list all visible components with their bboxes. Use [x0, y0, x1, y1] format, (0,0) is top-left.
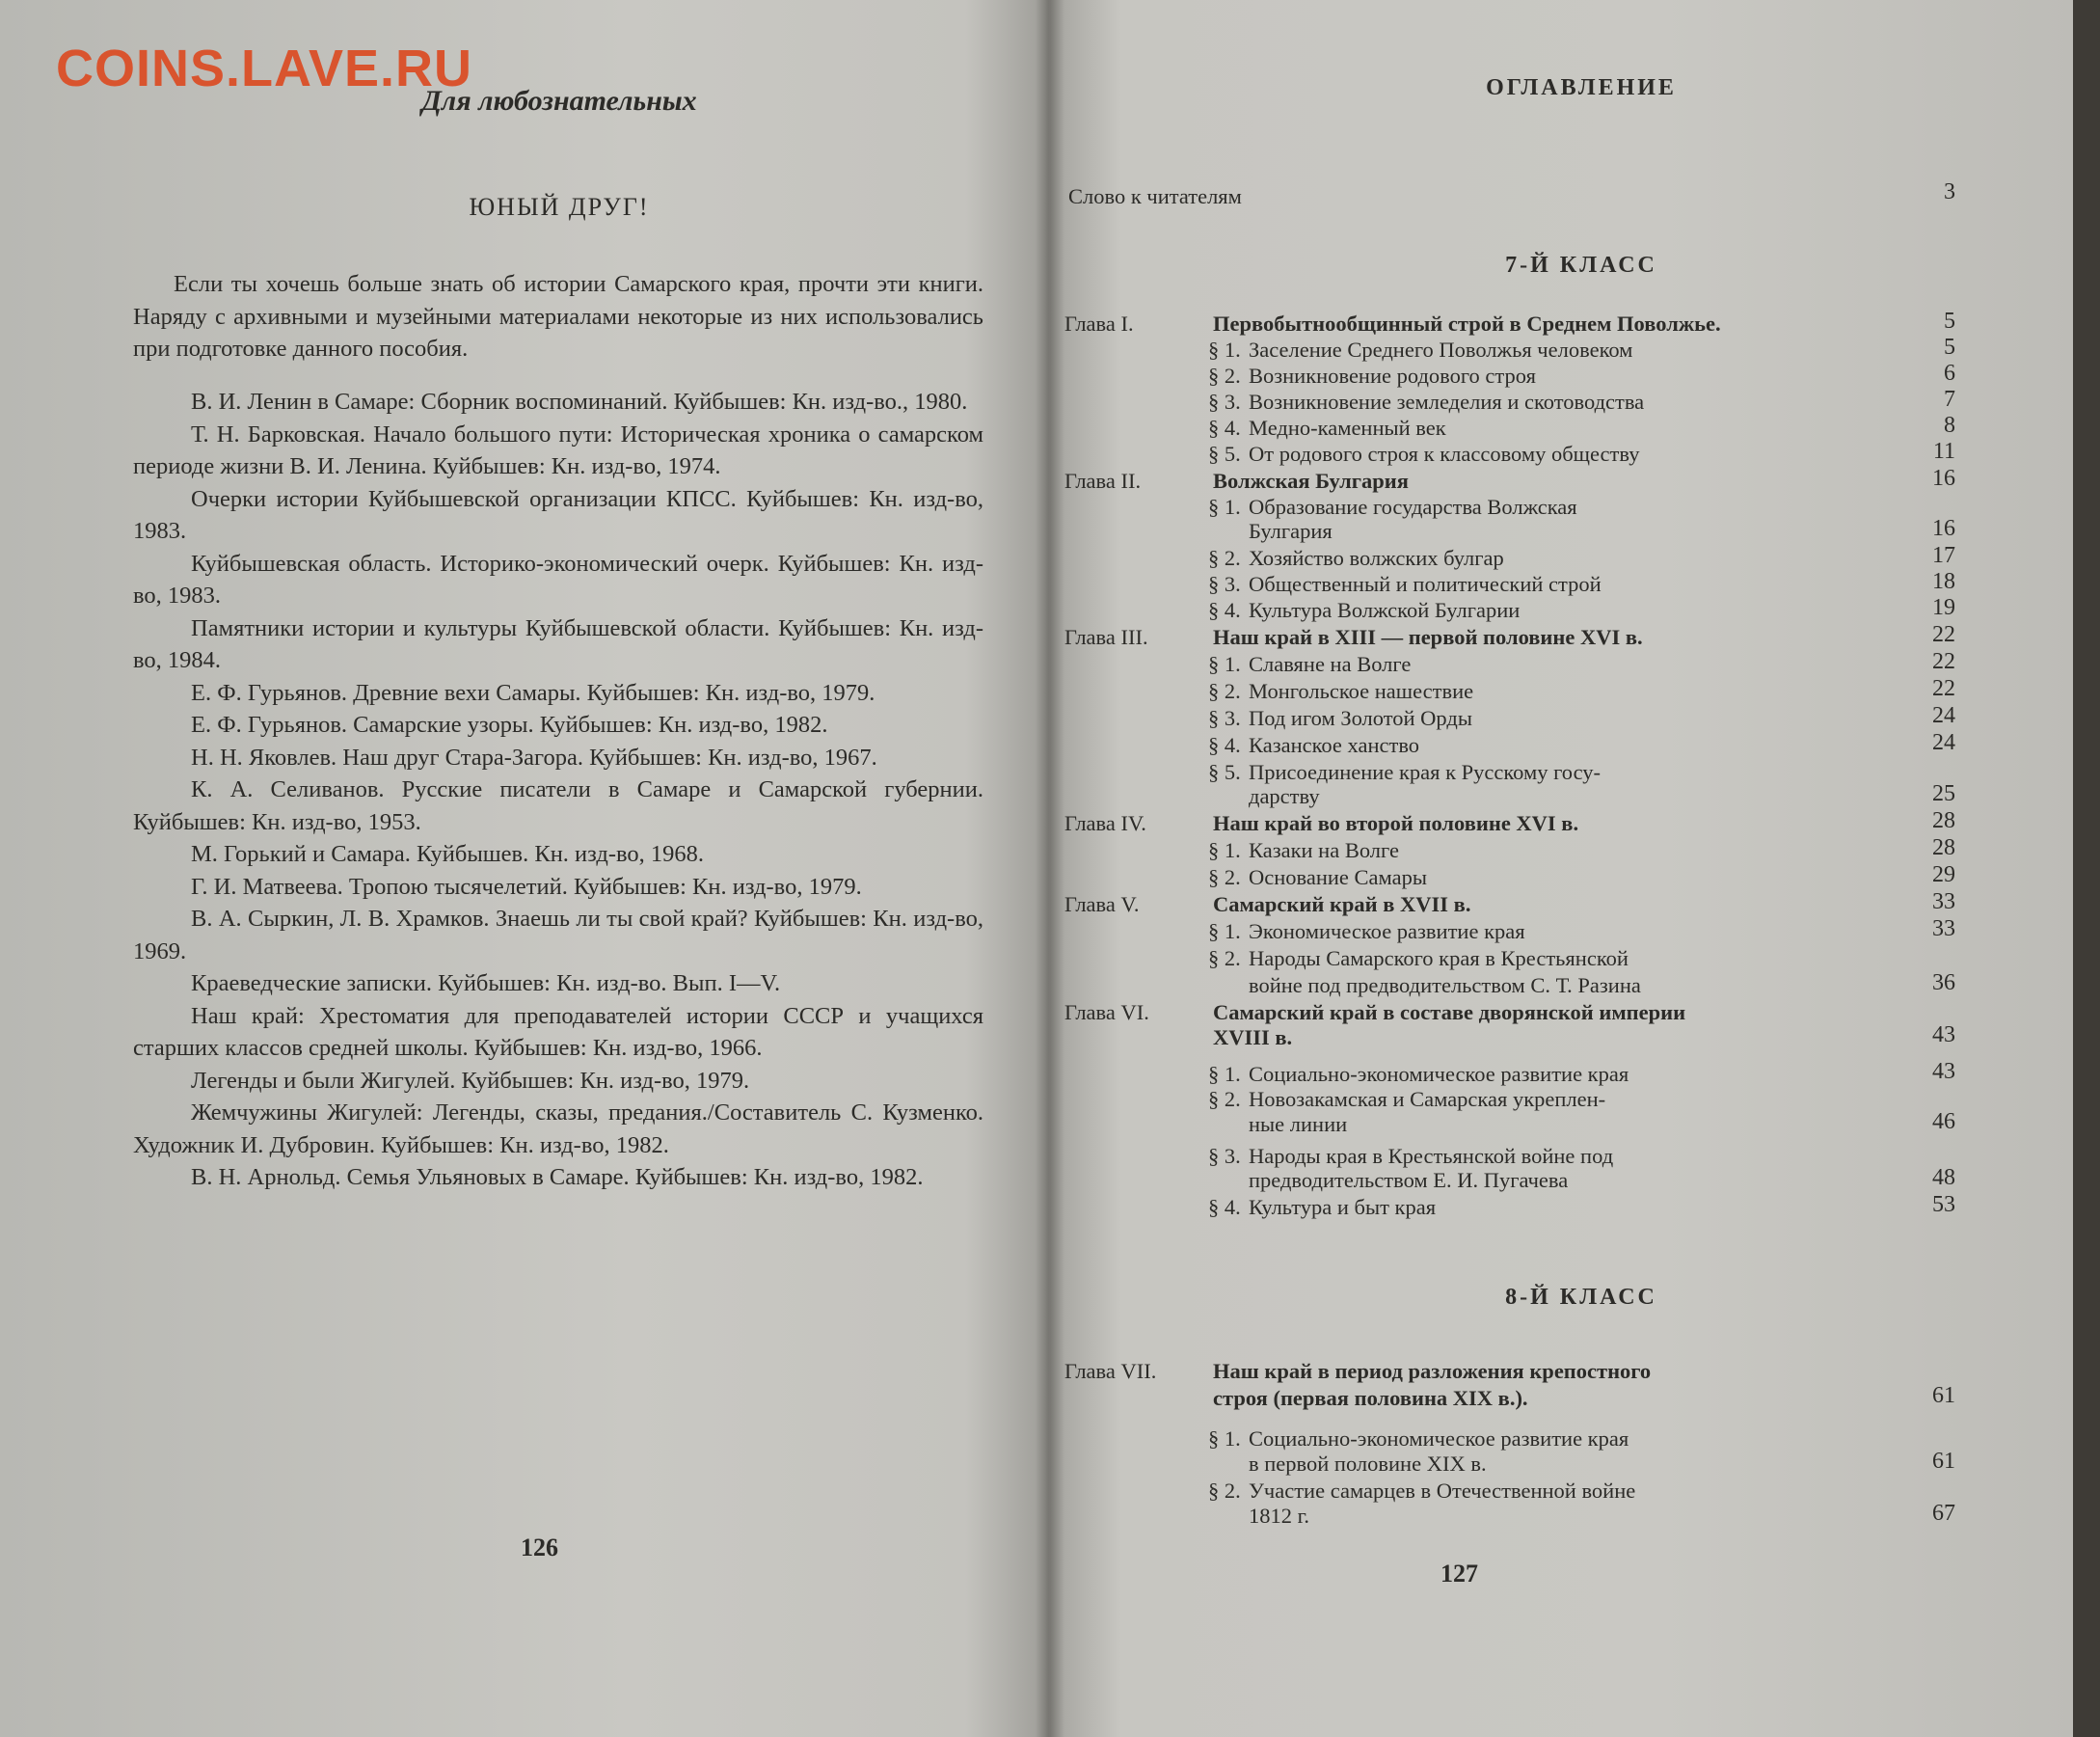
toc-section-title: Культура и быт края — [1249, 1195, 1437, 1219]
toc-section-label: § 2. — [1208, 1087, 1241, 1111]
toc-chapter-title: Самарский край в составе дворянской империи — [1213, 1000, 1686, 1024]
bibliography-entry: Е. Ф. Гурьянов. Самарские узоры. Куйбышев: Кн. изд-во, 1982. — [191, 712, 828, 738]
bibliography-entry: В. А. Сыркин, Л. В. Храмков. Знаешь ли ты свой край? Куйбышев: Кн. изд-во, 1969. — [133, 906, 983, 964]
toc-section-label: § 4. — [1208, 1195, 1241, 1219]
toc-section-title: Экономическое развитие края — [1249, 919, 1525, 943]
toc-chapter-title: Наш край в XIII — первой половине XVI в. — [1213, 625, 1643, 649]
page-number-right: 127 — [1440, 1560, 1478, 1588]
toc-section-title: 1812 г. — [1249, 1504, 1309, 1528]
watermark: COINS.LAVE.RU — [56, 40, 473, 97]
bibliography-entry: К. А. Селиванов. Русские писатели в Самаре и Самарской губернии. Куйбышев: Кн. изд-во, 1953. — [133, 776, 983, 835]
bibliography-entry: Куйбышевская область. Историко-экономический очерк. Куйбышев: Кн. изд-во, 1983. — [133, 550, 983, 609]
bibliography-entry: Памятники истории и культуры Куйбышевской области. Куйбышев: Кн. изд-во, 1984. — [133, 614, 983, 673]
bibliography-entry: Жемчужины Жигулей: Легенды, сказы, предания./Составитель С. Кузменко. Художник И. Дубровин. Куйбышев: Кн. изд-во, 1982. — [133, 1099, 983, 1158]
toc-chapter-title: Волжская Булгария — [1213, 469, 1409, 493]
left-page-subheading: ЮНЫЙ ДРУГ! — [469, 193, 650, 221]
toc-section-label: § 2. — [1208, 364, 1241, 388]
toc-section-title: Монгольское нашествие — [1249, 679, 1474, 703]
toc-section-label: § 1. — [1208, 1062, 1241, 1086]
toc-section-label: § 2. — [1208, 1479, 1241, 1503]
bibliography-entry: М. Горький и Самара. Куйбышев. Кн. изд-во, 1968. — [191, 841, 705, 867]
intro-paragraph: Если ты хочешь больше знать об истории Самарского края, прочти эти книги. Наряду с архивными и музейными материалами некоторые из них использовались при подготовке данного пособия. — [133, 271, 983, 362]
toc-section-title: Социально-экономическое развитие края — [1249, 1062, 1629, 1086]
toc-section-label: § 1. — [1208, 495, 1241, 519]
toc-chapter-title: Самарский край в XVII в. — [1213, 892, 1471, 916]
toc-section-title: Присоединение края к Русскому госу- — [1249, 760, 1602, 784]
toc-chapter-label: Глава III. — [1064, 625, 1148, 649]
toc-section-title: Народы края в Крестьянской войне под — [1249, 1144, 1614, 1168]
toc-chapter-title: Первобытнообщинный строй в Среднем Поволжье. — [1213, 312, 1721, 336]
bibliography-entry: В. И. Ленин в Самаре: Сборник воспоминаний. Куйбышев: Кн. изд-во., 1980. — [191, 389, 968, 415]
toc-section-title: Общественный и политический строй — [1249, 572, 1602, 596]
toc-page-number: 29 — [1932, 862, 1955, 887]
toc-chapter-label: Глава IV. — [1064, 811, 1146, 835]
toc-section-label: § 1. — [1208, 1426, 1241, 1451]
toc-section-title: От родового строя к классовому обществу — [1249, 442, 1640, 466]
toc-page-number: 17 — [1932, 543, 1955, 568]
toc-page-number: 48 — [1932, 1165, 1955, 1190]
toc-section-title: Социально-экономическое развитие края — [1249, 1426, 1629, 1451]
page-number-left: 126 — [521, 1533, 558, 1561]
toc-section-title: войне под предводительством С. Т. Разина — [1249, 973, 1641, 997]
toc-heading: ОГЛАВЛЕНИЕ — [1486, 75, 1677, 100]
toc-section-title: Славяне на Волге — [1249, 652, 1412, 676]
toc-page-number: 22 — [1932, 622, 1955, 647]
bibliography-entry: Т. Н. Барковская. Начало большого пути: Историческая хроника о самарском периоде жизни В. И. Ленина. Куйбышев: Кн. изд-во, 1974. — [133, 421, 983, 479]
toc-page-number: 67 — [1932, 1501, 1955, 1526]
toc-page-number: 5 — [1944, 309, 1955, 334]
bibliography-entry: Очерки истории Куйбышевской организации КПСС. Куйбышев: Кн. изд-во, 1983. — [133, 485, 983, 544]
toc-page-number: 24 — [1932, 703, 1955, 728]
toc-chapter-title: Наш край во второй половине XVI в. — [1213, 811, 1579, 835]
toc-section-label: § 3. — [1208, 1144, 1241, 1168]
toc-section-label: § 5. — [1208, 442, 1241, 466]
toc-preface-title: Слово к читателям — [1068, 184, 1242, 208]
bibliography-list — [133, 386, 983, 1194]
toc-page-number: 25 — [1932, 781, 1955, 806]
toc-section-title: Новозакамская и Самарская укреплен- — [1249, 1087, 1606, 1111]
toc-page-number: 6 — [1944, 361, 1955, 386]
toc-section-title: ные линии — [1249, 1112, 1348, 1136]
bibliography-entry: Наш край: Хрестоматия для преподавателей истории СССР и учащихся старших классов средней школы. Куйбышев: Кн. изд-во, 1966. — [133, 1002, 983, 1061]
toc-section-label: § 1. — [1208, 838, 1241, 862]
toc-page-number: 5 — [1944, 335, 1955, 360]
toc-chapter-label: Глава VI. — [1064, 1000, 1149, 1024]
grade-7-heading: 7-Й КЛАСС — [1505, 253, 1657, 278]
bibliography-entry: Н. Н. Яковлев. Наш друг Стара-Загора. Куйбышев: Кн. изд-во, 1967. — [191, 744, 877, 771]
toc-section-title: дарству — [1249, 784, 1320, 808]
toc-page-number: 18 — [1932, 569, 1955, 594]
toc-section-title: Участие самарцев в Отечественной войне — [1249, 1479, 1636, 1503]
toc-section-label: § 4. — [1208, 733, 1241, 757]
toc-page-number: 7 — [1944, 387, 1955, 412]
toc-page-number: 28 — [1932, 835, 1955, 860]
grade-8-heading: 8-Й КЛАСС — [1505, 1285, 1657, 1310]
toc-page-number: 16 — [1932, 466, 1955, 491]
toc-section-title: Хозяйство волжских булгар — [1249, 546, 1504, 570]
toc-chapter-label: Глава I. — [1064, 312, 1134, 336]
bibliography-entry: В. Н. Арнольд. Семья Ульяновых в Самаре. Куйбышев: Кн. изд-во, 1982. — [191, 1164, 924, 1190]
toc-chapter-label: Глава II. — [1064, 469, 1142, 493]
toc-section-label: § 2. — [1208, 546, 1241, 570]
toc-page-number: 16 — [1932, 516, 1955, 541]
bibliography-entry: Краеведческие записки. Куйбышев: Кн. изд-во. Вып. I—V. — [191, 970, 781, 996]
toc-chapter-title: XVIII в. — [1213, 1025, 1293, 1049]
toc-page-number: 43 — [1932, 1022, 1955, 1047]
toc-section-label: § 3. — [1208, 706, 1241, 730]
toc-section-label: § 4. — [1208, 598, 1241, 622]
toc-page-number: 22 — [1932, 676, 1955, 701]
toc-page-number: 28 — [1932, 808, 1955, 833]
toc-section-title: Булгария — [1249, 519, 1333, 543]
toc-section-title: предводительством Е. И. Пугачева — [1249, 1168, 1569, 1192]
bibliography-entry: Легенды и были Жигулей. Куйбышев: Кн. изд-во, 1979. — [191, 1067, 750, 1094]
bibliography-entry: Е. Ф. Гурьянов. Древние вехи Самары. Куйбышев: Кн. изд-во, 1979. — [191, 679, 875, 706]
toc-page-number: 36 — [1932, 970, 1955, 995]
toc-section-title: Основание Самары — [1249, 865, 1427, 889]
toc-section-label: § 1. — [1208, 919, 1241, 943]
toc-chapter-title: строя (первая половина XIX в.). — [1213, 1386, 1528, 1410]
toc-section-label: § 2. — [1208, 865, 1241, 889]
toc-page-number: 61 — [1932, 1449, 1955, 1474]
toc-section-title: Возникновение родового строя — [1249, 364, 1536, 388]
toc-page-number: 53 — [1932, 1192, 1955, 1217]
toc-chapter-label: Глава VII. — [1064, 1359, 1157, 1383]
toc-page-number: 61 — [1932, 1383, 1955, 1408]
toc-section-title: Казанское ханство — [1249, 733, 1420, 757]
toc-section-title: Культура Волжской Булгарии — [1249, 598, 1521, 622]
toc-section-label: § 3. — [1208, 572, 1241, 596]
toc-chapter-label: Глава V. — [1064, 892, 1140, 916]
toc-page-number: 11 — [1932, 439, 1955, 464]
bibliography-entry: Г. И. Матвеева. Тропою тысячелетий. Куйбышев: Кн. изд-во, 1979. — [191, 873, 862, 900]
toc-page-number: 19 — [1932, 595, 1955, 620]
toc-page-number: 22 — [1932, 649, 1955, 674]
toc-page-number: 24 — [1932, 730, 1955, 755]
background-edge — [2073, 0, 2100, 1737]
toc-page-number: 8 — [1944, 413, 1955, 438]
toc-section-title: Возникновение земледелия и скотоводства — [1249, 390, 1645, 414]
toc-section-label: § 5. — [1208, 760, 1241, 784]
book-gutter — [1036, 0, 1064, 1737]
toc-section-label: § 3. — [1208, 390, 1241, 414]
toc-section-label: § 2. — [1208, 946, 1241, 970]
toc-page-number: 46 — [1932, 1109, 1955, 1134]
toc-preface-page: 3 — [1944, 179, 1955, 204]
toc-section-label: § 1. — [1208, 338, 1241, 362]
toc-section-title: Образование государства Волжская — [1249, 495, 1577, 519]
toc-section-label: § 4. — [1208, 416, 1241, 440]
toc-section-title: Заселение Среднего Поволжья человеком — [1249, 338, 1633, 362]
toc-section-label: § 2. — [1208, 679, 1241, 703]
toc-page-number: 33 — [1932, 916, 1955, 941]
toc-section-title: в первой половине XIX в. — [1249, 1452, 1487, 1476]
toc-section-title: Под игом Золотой Орды — [1249, 706, 1472, 730]
left-page-heading: Для любознательных — [421, 85, 697, 117]
toc-chapter-title: Наш край в период разложения крепостного — [1213, 1359, 1652, 1383]
toc-section-label: § 1. — [1208, 652, 1241, 676]
toc-section-title: Медно-каменный век — [1249, 416, 1446, 440]
toc-page-number: 43 — [1932, 1059, 1955, 1084]
toc-section-title: Народы Самарского края в Крестьянской — [1249, 946, 1629, 970]
toc-page-number: 33 — [1932, 889, 1955, 914]
toc-section-title: Казаки на Волге — [1249, 838, 1399, 862]
